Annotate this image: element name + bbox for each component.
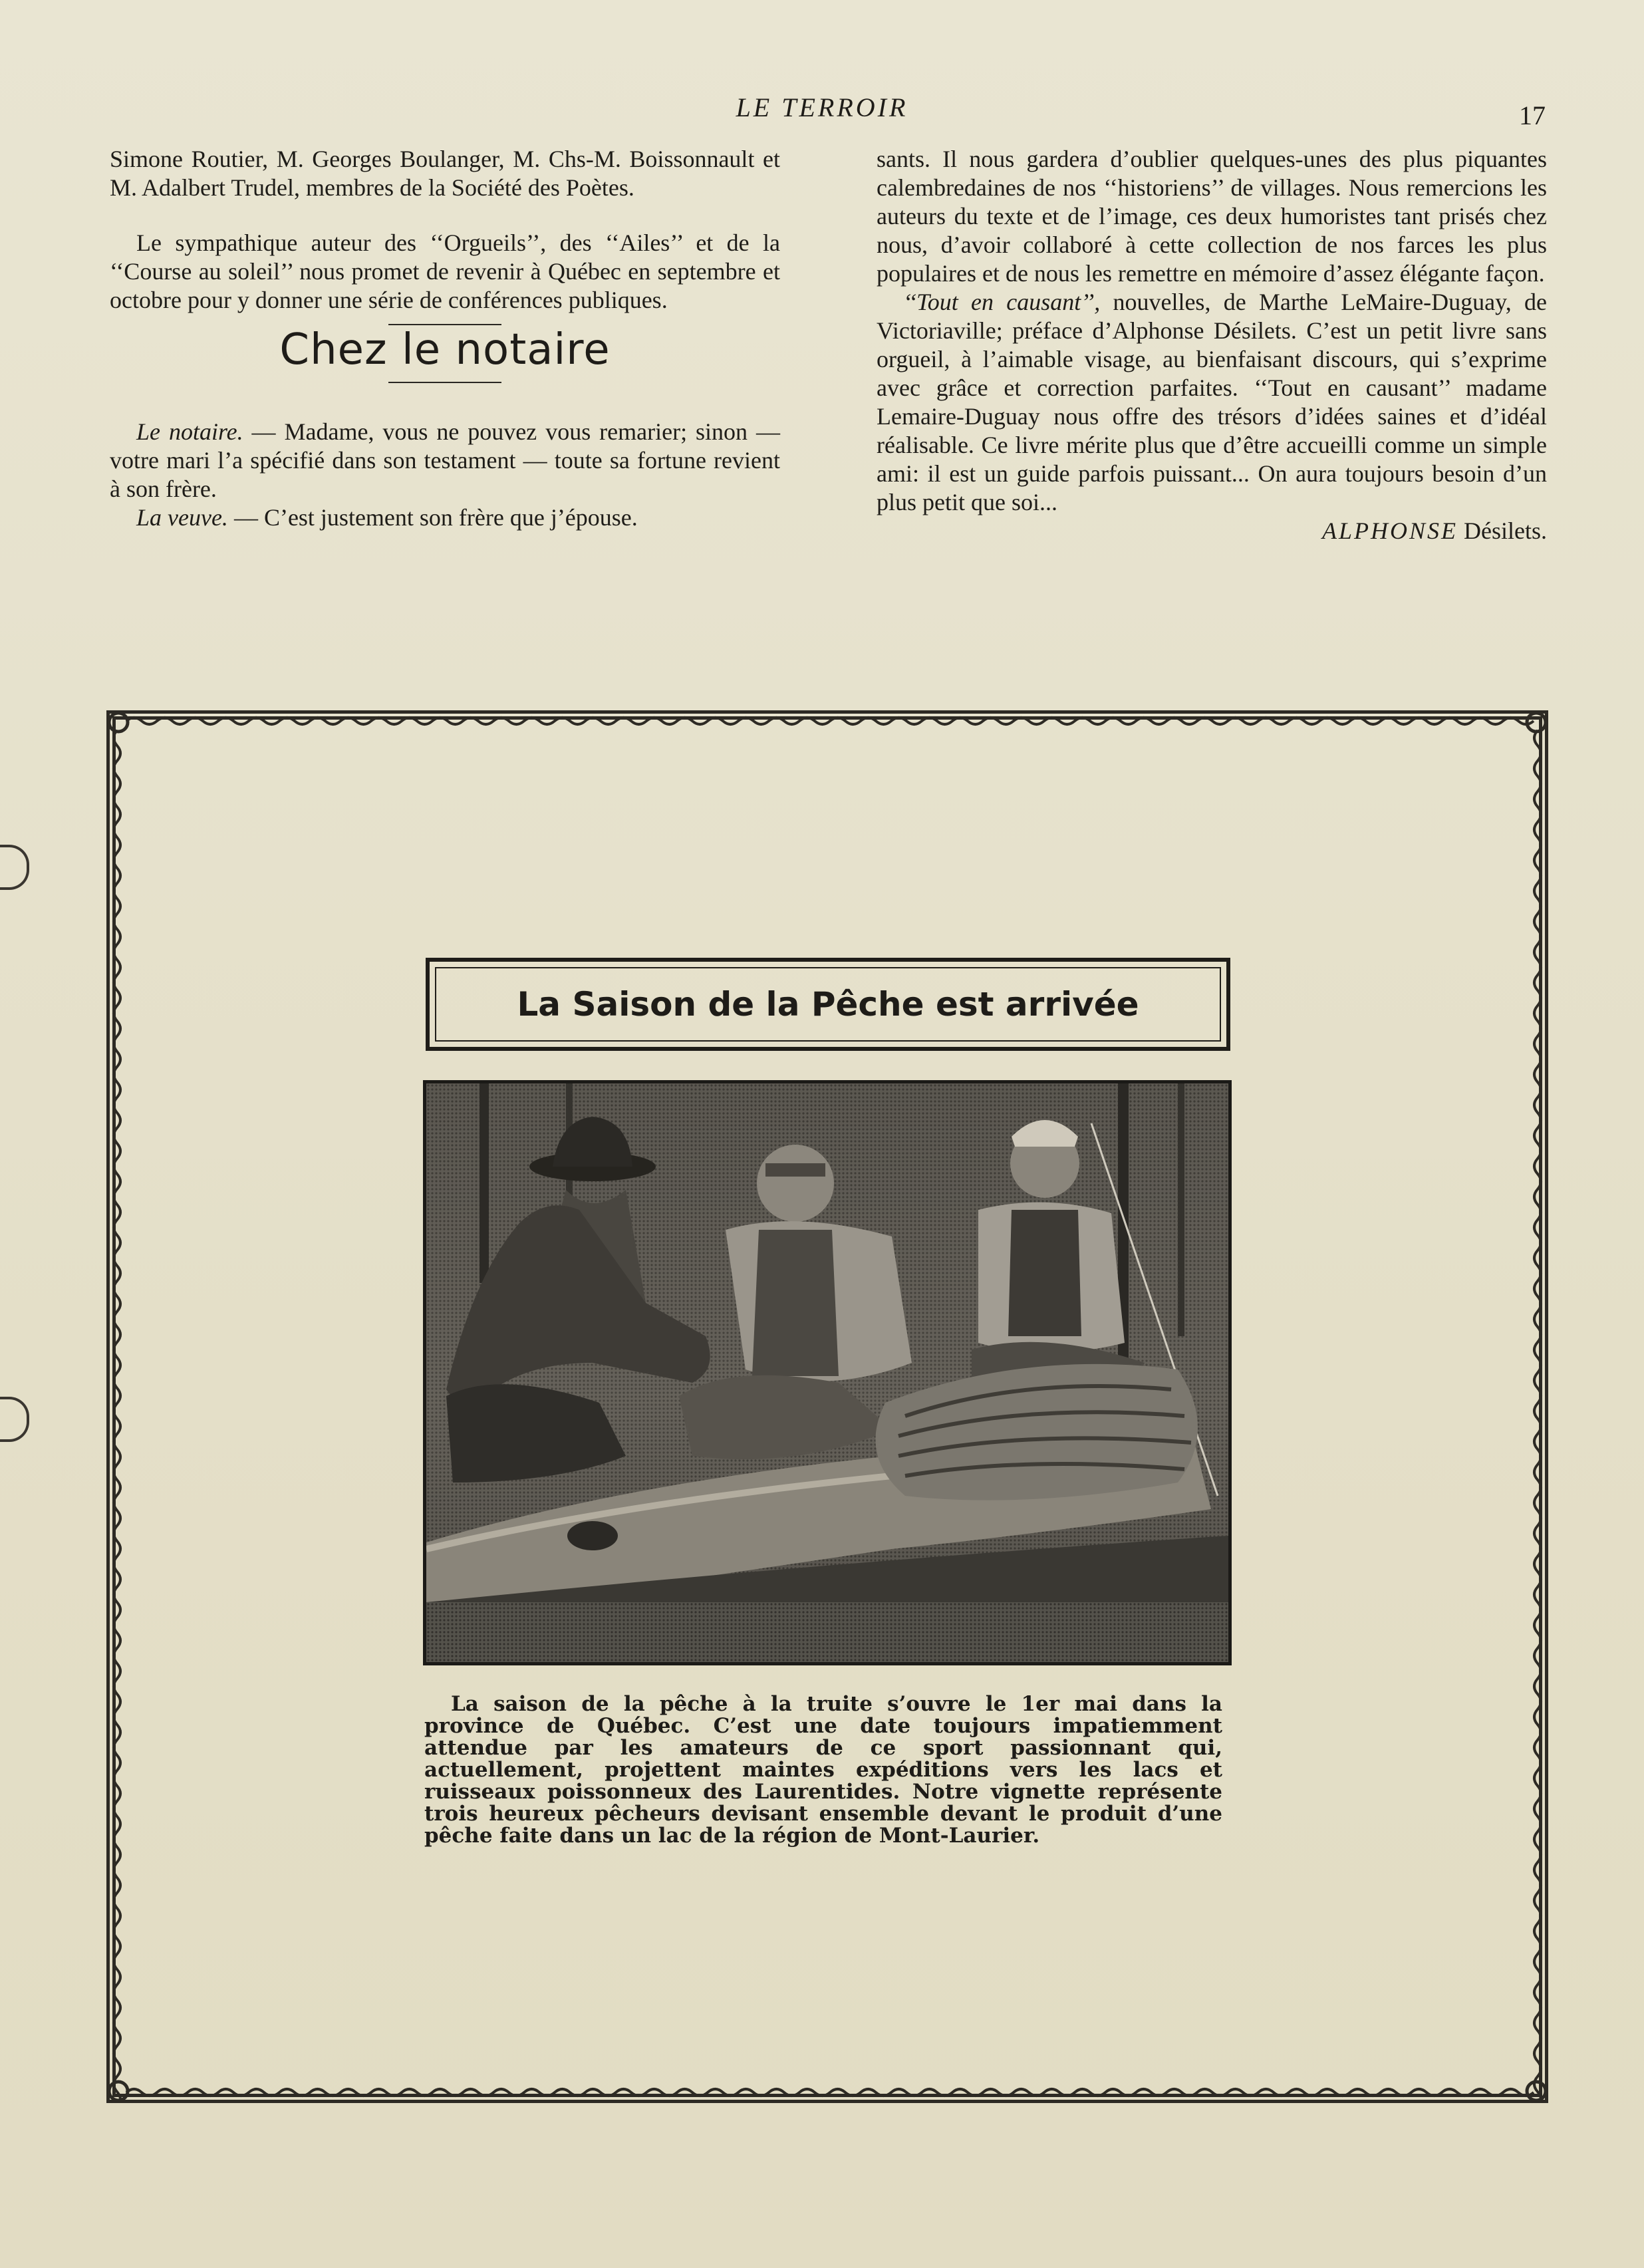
insert-title: La Saison de la Pêche est arrivée — [517, 985, 1139, 1024]
dialogue-text: — Madame, vous ne pouvez vous remarier; sinon — votre mari l’a spécifié dans son testament — toute sa fortune revient à son frère. — [110, 418, 780, 502]
photo-caption — [424, 1693, 1222, 1847]
section-headline: Chez le notaire — [279, 325, 611, 374]
right-paragraph-1: sants. Il nous gardera d’oublier quelques-unes des plus piquantes calembredaines de nos ‘‘historiens’’ de villages. Nous remercions les auteurs du texte et de l’image, ces deux humoristes tant prisés chez nous, d’avoir collaboré à cette collection de nos farces les plus populaires et de nous les remettre en mémoire d’assez élégante façon. — [877, 146, 1547, 287]
signature-last: Désilets. — [1458, 517, 1547, 544]
photo-illustration — [426, 1083, 1228, 1662]
right-paragraph-2 — [877, 288, 1547, 517]
left-paragraph-2: Le sympathique auteur des ‘‘Orgueils’’, des ‘‘Ailes’’ et de la ‘‘Course au soleil’’ nous promet de revenir à Québec en septembre et octobre pour y donner une série de conférences publiques. — [110, 229, 780, 313]
right-column — [877, 145, 1547, 545]
speaker-label: Le notaire. — [136, 418, 243, 445]
running-head: LE TERROIR — [736, 92, 908, 122]
book-title: ‘‘Tout en causant’’, — [903, 289, 1101, 315]
page-number: 17 — [1519, 100, 1546, 130]
review-text: nouvelles, de Marthe LeMaire-Duguay, de Victoriaville; préface d’Alphonse Désilets. C’est un petit livre sans orgueil, à l’aimable visage, au bienfaisant discours, qui s’exprime avec grâce et correction parfaites. ‘‘Tout en causant’’ madame Lemaire-Duguay nous offre des trésors d’idées saines et d’idéal réalisable. Ce livre mérite plus que d’être accueilli comme un simple ami: il est un guide parfois puissant... On aura toujours besoin d’un plus petit que soi... — [877, 289, 1547, 515]
speaker-label: La veuve. — [136, 504, 228, 531]
caption-text: La saison de la pêche à la truite s’ouvre le 1er mai dans la province de Québec. C’est une date toujours impatiemment attendue par les amateurs de ce sport passionnant qui, actuellement, projettent maintes expéditions vers les lacs et ruisseaux poissonneux des Laurentides. Notre vignette représente trois heureux pêcheurs devisant ensemble devant le produit d’une pêche faite dans un lac de la région de Mont-Laurier. — [424, 1692, 1222, 1848]
left-column — [110, 145, 780, 532]
divider-rule — [388, 382, 501, 383]
binding-hole — [0, 1397, 29, 1442]
fishermen-photo — [423, 1080, 1232, 1665]
signature-first: ALPHONSE — [1322, 517, 1458, 544]
dialogue-text: — C’est justement son frère que j’épouse. — [227, 504, 638, 531]
signature — [877, 517, 1547, 545]
insert-title-box — [426, 958, 1230, 1051]
dialogue-line-2 — [110, 503, 780, 532]
dialogue-line-1 — [110, 418, 780, 503]
binding-hole — [0, 845, 29, 890]
left-paragraph-1: Simone Routier, M. Georges Boulanger, M. Chs-M. Boissonnault et M. Adalbert Trudel, membres de la Société des Poètes. — [110, 146, 780, 201]
